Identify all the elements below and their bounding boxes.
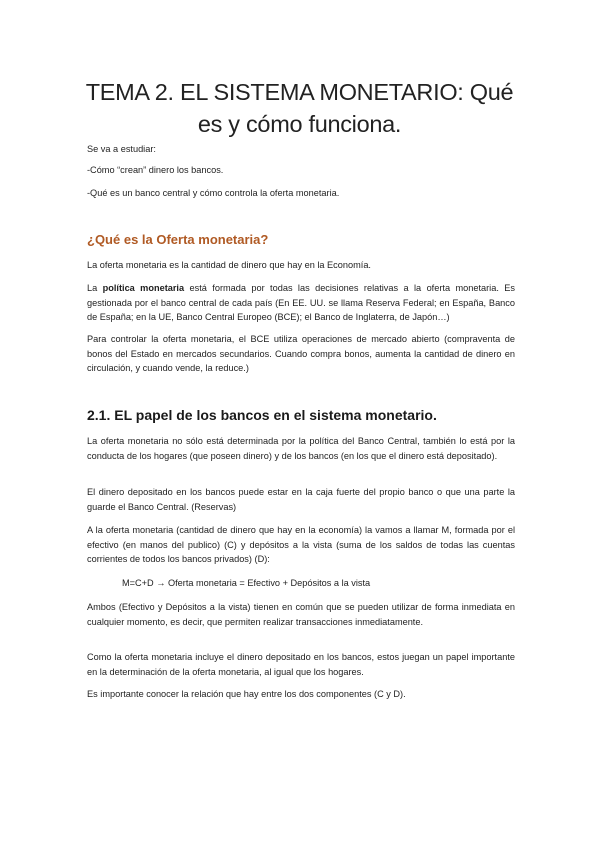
title-line-1: TEMA 2. EL SISTEMA MONETARIO: Qué [85,79,514,105]
paragraph: La oferta monetaria es la cantidad de dinero que hay en la Economía. [87,260,371,270]
paragraph: Es importante conocer la relación que hay entre los dos componentes (C y D). [87,689,406,699]
paragraph: La oferta monetaria no sólo está determinada por la política del Banco Central, también lo está por la conducta de los hogares (que poseen dinero) y de los bancos (en los que el dinero está depositado). [87,436,515,461]
intro-lead: Se va a estudiar: [87,144,156,154]
paragraph: Como la oferta monetaria incluye el dinero depositado en los bancos, estos juegan un papel importante en la determinación de la oferta monetaria, al igual que los hogares. [87,652,515,677]
section-heading-bancos: 2.1. EL papel de los bancos en el sistema monetario. [87,407,437,423]
title-line-2: es y cómo funciona. [197,111,402,137]
paragraph: Ambos (Efectivo y Depósitos a la vista) tienen en común que se pueden utilizar de forma inmediata en cualquier momento, es decir, que permiten realizar transacciones inmediatamente. [87,602,515,627]
bold-term: política monetaria [102,283,185,293]
text-span: está formada por todas las decisiones relativas a la oferta monetaria. Es gestionada por el banco central de cada país (En EE. UU. se llama Reserva Federal; en España, Banco de España; en la UE, Banco Central Europeo (BCE); el Banco de Inglaterra, de Japón…) [87,283,515,323]
paragraph: El dinero depositado en los bancos puede estar en la caja fuerte del propio banco o que una parte la guarde el Banco Central. (Reservas) [87,487,515,512]
intro-item-1: -Cómo “crean” dinero los bancos. [87,165,224,175]
text-span: La [87,283,103,293]
paragraph-politica [87,281,515,325]
paragraph: A la oferta monetaria (cantidad de dinero que hay en la economía) la vamos a llamar M, formada por el efectivo (en manos del publico) (C) y depósitos a la vista (suma de los saldos de todas las cuentas corrientes de todos los bancos privados) (D): [87,525,515,565]
formula: M=C+D → Oferta monetaria = Efectivo + Depósitos a la vista [122,578,371,588]
intro-item-2: -Qué es un banco central y cómo controla la oferta monetaria. [87,188,340,198]
page-title [60,76,539,140]
paragraph: Para controlar la oferta monetaria, el BCE utiliza operaciones de mercado abierto (compraventa de bonos del Estado en mercados secundarios. Cuando compra bonos, aumenta la cantidad de dinero en circulación, y cuando vende, la reduce.) [87,334,515,374]
section-heading-oferta: ¿Qué es la Oferta monetaria? [87,232,269,247]
